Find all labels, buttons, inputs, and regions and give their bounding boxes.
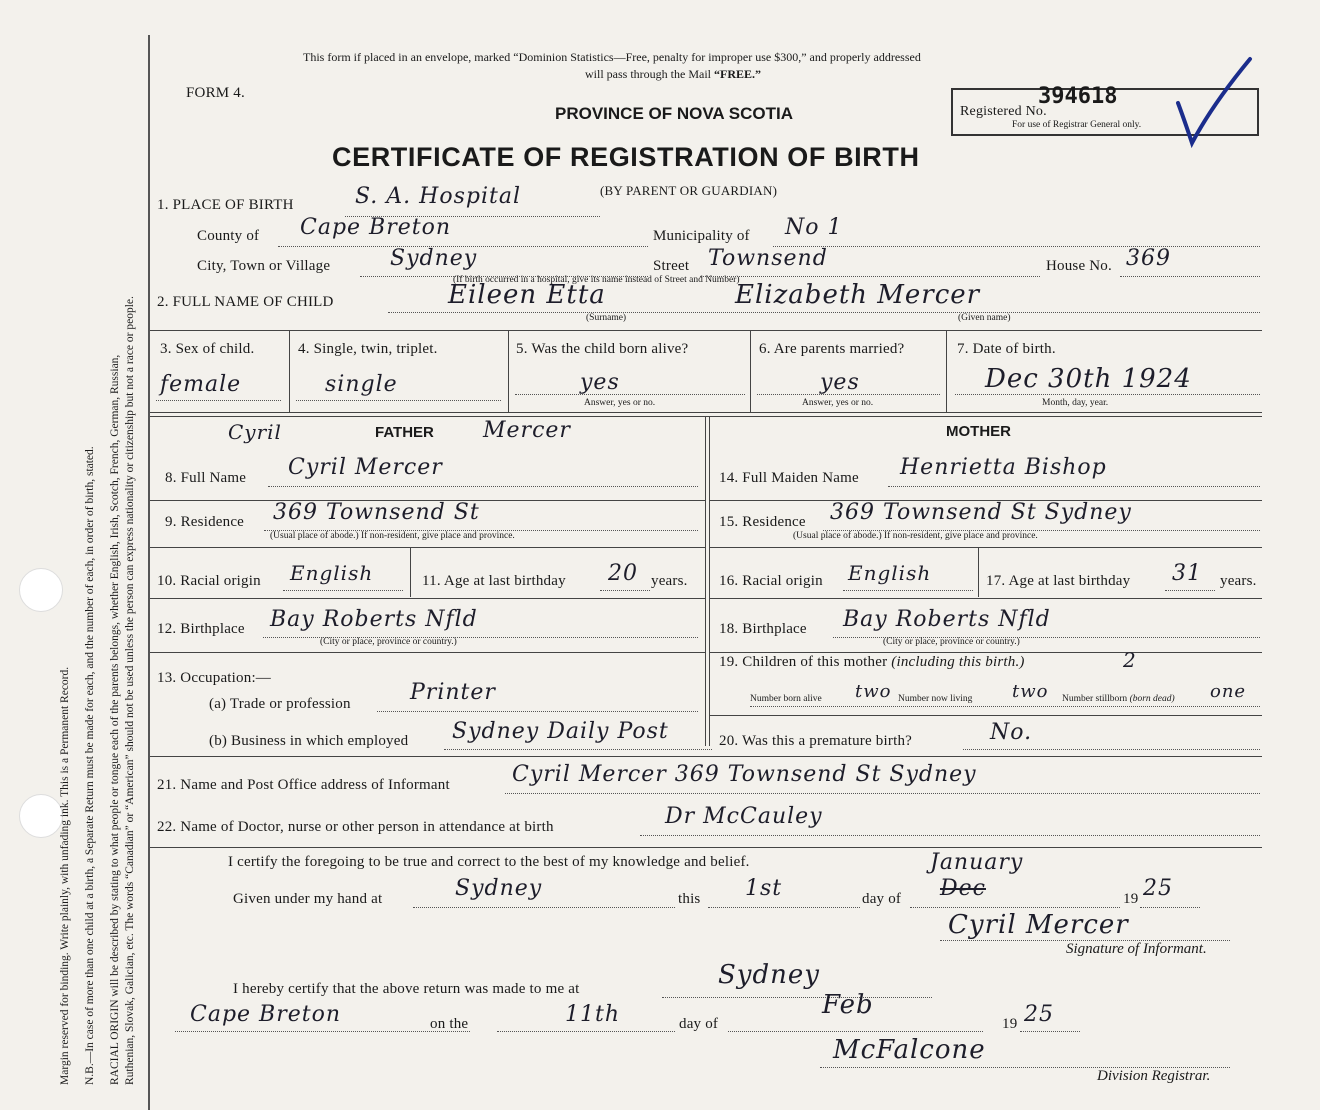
premature-label: 20. Was this a premature birth? — [719, 733, 912, 749]
margin-note-1: Margin reserved for binding. Write plainly, with unfading ink. This is a Permanent Record. — [59, 666, 71, 1085]
mother-birthplace: Bay Roberts Nfld — [843, 607, 1051, 632]
cert-month: January — [930, 850, 1024, 875]
father-birthplace-label: 12. Birthplace — [157, 621, 245, 637]
given-caption: (Given name) — [958, 313, 1011, 323]
alive-label: 5. Was the child born alive? — [516, 341, 689, 357]
registrar-month: Feb — [822, 990, 874, 1020]
mother-residence-caption: (Usual place of abode.) If non-resident, give place and province. — [793, 531, 1038, 541]
registrar-year-prefix: 19 — [1002, 1016, 1018, 1032]
registered-number: 394618 — [1038, 84, 1118, 109]
born-alive-value: two — [855, 681, 892, 702]
place-of-birth-value: S. A. Hospital — [355, 184, 521, 209]
registrar-day: 11th — [565, 1002, 621, 1027]
mother-birthplace-caption: (City or place, province or country.) — [883, 637, 1020, 647]
alive-value: yes — [580, 370, 620, 395]
living-value: two — [1012, 681, 1049, 702]
street-label: Street — [653, 258, 690, 274]
given-label: Given under my hand at — [233, 891, 383, 907]
plurality-label: 4. Single, twin, triplet. — [298, 341, 438, 357]
mother-age-label: 17. Age at last birthday — [986, 573, 1131, 589]
father-birthplace-caption: (City or place, province or country.) — [320, 637, 457, 647]
mother-name-label: 14. Full Maiden Name — [719, 470, 859, 486]
registrar-note: For use of Registrar General only. — [1012, 120, 1142, 130]
county-value: Cape Breton — [300, 215, 452, 240]
father-heading-annotation-left: Cyril — [228, 420, 282, 444]
married-value: yes — [820, 370, 860, 395]
certificate-title: CERTIFICATE OF REGISTRATION OF BIRTH — [332, 142, 920, 172]
living-label: Number now living — [898, 694, 973, 704]
children-label: 19. Children of this mother (including this birth.) — [719, 654, 1025, 670]
hospital-note: (If birth occurred in a hospital, give its name instead of Street and Number) — [453, 275, 740, 285]
house-label: House No. — [1046, 258, 1112, 274]
father-residence-caption: (Usual place of abode.) If non-resident, give place and province. — [270, 531, 515, 541]
registrar-caption: Division Registrar. — [1097, 1068, 1211, 1084]
signature-caption: Signature of Informant. — [1066, 941, 1207, 957]
province-heading: PROVINCE OF NOVA SCOTIA — [555, 104, 794, 123]
doctor-label: 22. Name of Doctor, nurse or other person in attendance at birth — [157, 819, 554, 835]
stillborn-label: Number stillborn (born dead) — [1062, 694, 1175, 704]
given-place: Sydney — [455, 876, 543, 901]
binding-hole-top — [19, 568, 63, 612]
postal-notice-2: will pass through the Mail “FREE.” — [585, 67, 762, 81]
mother-race-label: 16. Racial origin — [719, 573, 823, 589]
doctor-value: Dr McCauley — [665, 804, 823, 829]
father-name: Cyril Mercer — [288, 455, 443, 480]
married-caption: Answer, yes or no. — [802, 398, 874, 408]
father-race: English — [290, 561, 374, 585]
father-birthplace: Bay Roberts Nfld — [270, 607, 478, 632]
informant-label: 21. Name and Post Office address of Informant — [157, 777, 450, 793]
premature-value: No. — [990, 720, 1033, 745]
father-age: 20 — [608, 561, 638, 586]
by-parent-note: (BY PARENT OR GUARDIAN) — [600, 183, 778, 198]
this-label: this — [678, 891, 701, 907]
father-residence-label: 9. Residence — [165, 514, 245, 530]
registrar-day-of: day of — [679, 1016, 719, 1032]
child-given-name: Elizabeth Mercer — [735, 280, 981, 310]
cert-year: 25 — [1143, 876, 1173, 901]
margin-note-3: RACIAL ORIGIN will be described by stating to what people or tongue each of the parents belongs, whether English, Irish, Scotch, French, German, Russian, — [109, 354, 121, 1085]
certify-statement: I certify the foregoing to be true and correct to the best of my knowledge and belief. — [228, 854, 750, 870]
informant-signature: Cyril Mercer — [948, 910, 1129, 940]
city-value: Sydney — [390, 246, 478, 271]
child-surname: Eileen Etta — [448, 280, 606, 310]
informant-value: Cyril Mercer 369 Townsend St Sydney — [512, 762, 977, 787]
father-heading: FATHER — [375, 424, 434, 441]
margin-note-4: Ruthenian, Slovak, Galician, etc. The words “Canadian” or “American” should not be used unless the person can express nationality or citizenship but not a race or people. — [124, 296, 136, 1085]
mother-birthplace-label: 18. Birthplace — [719, 621, 807, 637]
checkmark-icon — [1172, 55, 1257, 150]
alive-caption: Answer, yes or no. — [584, 398, 656, 408]
registered-label: Registered No. — [960, 104, 1047, 119]
father-name-label: 8. Full Name — [165, 470, 247, 486]
registrar-place: Sydney — [718, 960, 820, 990]
place-of-birth-label: 1. PLACE OF BIRTH — [157, 197, 294, 213]
mother-heading: MOTHER — [946, 423, 1011, 440]
business-label: (b) Business in which employed — [209, 733, 409, 749]
father-years: years. — [651, 573, 688, 589]
stillborn-value: one — [1210, 681, 1247, 702]
sex-label: 3. Sex of child. — [160, 341, 255, 357]
mother-years: years. — [1220, 573, 1257, 589]
cert-month-struck: Dec — [940, 876, 986, 901]
father-age-label: 11. Age at last birthday — [422, 573, 566, 589]
mother-age: 31 — [1172, 561, 1202, 586]
plurality-value: single — [325, 372, 398, 397]
registrar-county: Cape Breton — [190, 1002, 342, 1027]
mother-residence: 369 Townsend St Sydney — [830, 500, 1132, 525]
registrar-statement: I hereby certify that the above return was made to me at — [233, 981, 580, 997]
dob-caption: Month, day, year. — [1042, 398, 1109, 408]
trade-value: Printer — [410, 680, 496, 705]
form-number: FORM 4. — [186, 85, 245, 101]
mother-name: Henrietta Bishop — [900, 455, 1107, 480]
house-value: 369 — [1126, 246, 1171, 271]
street-value: Townsend — [708, 246, 828, 271]
city-label: City, Town or Village — [197, 258, 331, 274]
child-name-label: 2. FULL NAME OF CHILD — [157, 294, 334, 310]
father-race-label: 10. Racial origin — [157, 573, 261, 589]
binding-hole-bottom — [19, 794, 63, 838]
mother-residence-label: 15. Residence — [719, 514, 806, 530]
margin-rule — [148, 35, 150, 1110]
county-label: County of — [197, 228, 260, 244]
municipality-label: Municipality of — [653, 228, 750, 244]
business-value: Sydney Daily Post — [452, 719, 669, 744]
municipality-value: No 1 — [785, 215, 843, 240]
sex-value: female — [160, 372, 242, 397]
trade-label: (a) Trade or profession — [209, 696, 351, 712]
cert-year-prefix: 19 — [1123, 891, 1139, 907]
dob-label: 7. Date of birth. — [957, 341, 1056, 357]
father-heading-annotation-right: Mercer — [483, 418, 571, 443]
mother-race: English — [848, 561, 932, 585]
on-the-label: on the — [430, 1016, 469, 1032]
margin-note-2: N.B.—In case of more than one child at a birth, a Separate Return must be made for each, and the number of each, in order of birth, stated. — [84, 446, 96, 1085]
occupation-label: 13. Occupation:— — [157, 670, 272, 686]
registrar-signature: McFalcone — [833, 1035, 986, 1065]
married-label: 6. Are parents married? — [759, 341, 905, 357]
father-residence: 369 Townsend St — [273, 500, 480, 525]
dob-value: Dec 30th 1924 — [985, 364, 1192, 394]
cert-day: 1st — [745, 876, 783, 901]
children-count: 2 — [1123, 648, 1137, 672]
postal-notice: This form if placed in an envelope, marked “Dominion Statistics—Free, penalty for improper use $300,” and properly addressed — [303, 50, 921, 64]
born-alive-label: Number born alive — [750, 694, 822, 704]
surname-caption: (Surname) — [586, 313, 627, 323]
day-of-label: day of — [862, 891, 902, 907]
registrar-year: 25 — [1024, 1002, 1054, 1027]
